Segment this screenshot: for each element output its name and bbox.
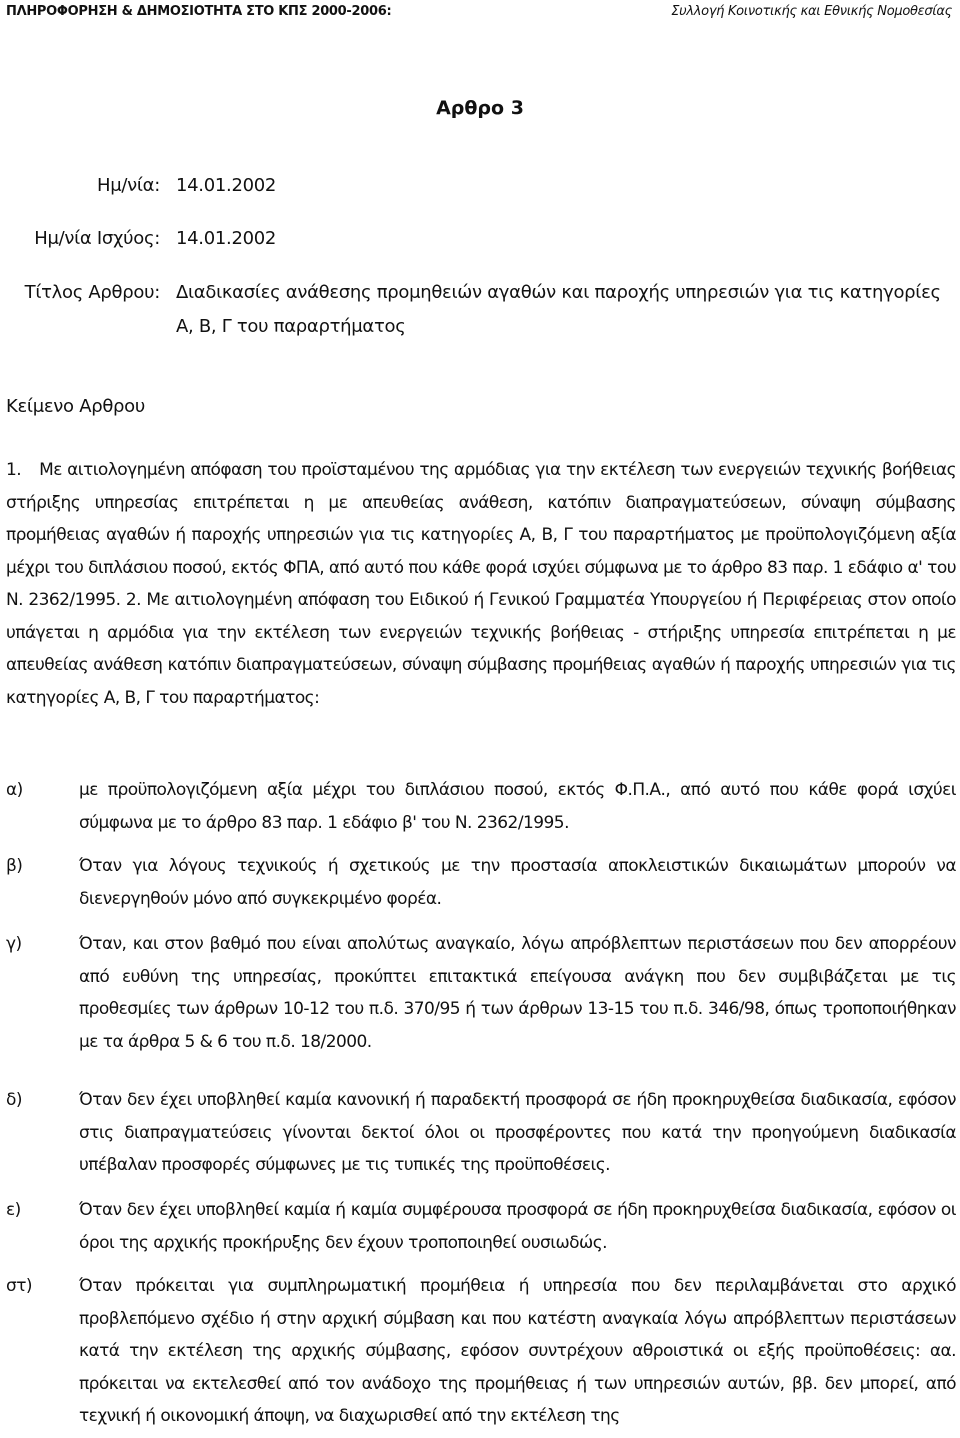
meta-effective-date-label: Ημ/νία Ισχύος: — [34, 228, 160, 249]
running-header-right: Συλλογή Κοινοτικής και Εθνικής Νομοθεσίας — [671, 4, 952, 19]
list-item-text: Όταν για λόγους τεχνικούς ή σχετικούς με την προστασία αποκλειστικών δικαιωμάτων μπορούν να διενεργηθούν μόνο από συγκεκριμένο φορέα. — [79, 856, 956, 909]
article-text-heading: Κείμενο Αρθρου — [6, 396, 146, 417]
running-header-left: ΠΛΗΡΟΦΟΡΗΣΗ & ΔΗΜΟΣΙΟΤΗΤΑ ΣΤΟ ΚΠΣ 2000-2006: — [6, 4, 392, 19]
paragraph-text: Με αιτιολογημένη απόφαση του προϊσταμένου της αρμόδιας για την εκτέλεση των ενεργειών τεχνικής βοήθειας στήριξης υπηρεσίας επιτρέπεται η με απευθείας ανάθεση, κατόπιν διαπραγματεύσεων, σύναψη σύμβασης προμήθειας αγαθών ή παροχής υπηρεσιών για τις κατηγορίες Α, Β, Γ του παραρτήματος με προϋπολογιζόμενη αξία μέχρι του διπλάσιου ποσού, εκτός ΦΠΑ, από αυτό που κάθε φορά ισχύει σύμφωνα με το άρθρο 83 παρ. 1 εδάφιο α' του Ν. 2362/1995. 2. Με αιτιολογημένη απόφαση του Ειδικού ή Γενικού Γραμματέα Υπουργείου ή Περιφέρειας στον οποίο υπάγεται η αρμόδια για την εκτέλεση των ενεργειών τεχνικής βοήθειας - στήριξης υπηρεσία επιτρέπεται η με απευθείας ανάθεση κατόπιν διαπραγματεύσεων, σύναψη σύμβασης προμήθειας αγαθών ή παροχής υπηρεσιών για τις κατηγορίες Α, Β, Γ του παραρτήματος: — [6, 460, 956, 708]
list-item-marker: γ) — [6, 934, 22, 954]
list-item-text: Όταν, και στον βαθμό που είναι απολύτως αναγκαίο, λόγω απρόβλεπτων περιστάσεων που δεν απορρέουν από ευθύνη της υπηρεσίας, προκύπτει επιτακτικά επείγουσα ανάγκη που δεν συμβιβάζεται με τις προθεσμίες των άρθρων 10-12 του π.δ. 370/95 ή των άρθρων 13-15 του π.δ. 346/98, όπως τροποποιήθηκαν με τα άρθρα 5 & 6 του π.δ. 18/2000. — [79, 934, 956, 1052]
list-item-text: Όταν πρόκειται για συμπληρωματική προμήθεια ή υπηρεσία που δεν περιλαμβάνεται στο αρχικό προβλεπόμενο σχέδιο ή στην αρχική σύμβαση και που κατέστη αναγκαία λόγω απρόβλεπτων περιστάσεων κατά την εκτέλεση της αρχικής σύμβασης, εφόσον συντρέχουν αθροιστικά οι εξής προϋποθέσεις: αα. πρόκειται να εκτελεσθεί από τον ανάδοχο της προμήθειας ή των υπηρεσιών αυτών, ββ. δεν μπορεί, από τεχνική ή οικονομική άποψη, να διαχωρισθεί από την εκτέλεση της — [79, 1276, 956, 1426]
article-title: Αρθρο 3 — [436, 97, 524, 119]
list-item-text: Όταν δεν έχει υποβληθεί καμία ή καμία συμφέρουσα προσφορά σε ήδη προκηρυχθείσα διαδικασία, εφόσον οι όροι της αρχικής προκήρυξης δεν έχουν τροποποιηθεί ουσιωδώς. — [79, 1200, 956, 1253]
list-item-marker: δ) — [6, 1090, 22, 1110]
meta-date-value: 14.01.2002 — [176, 175, 277, 196]
meta-effective-date-value: 14.01.2002 — [176, 228, 277, 249]
meta-title-value: Διαδικασίες ανάθεσης προμηθειών αγαθών και παροχής υπηρεσιών για τις κατηγορίες Α, Β, Γ του παραρτήματος — [176, 282, 941, 337]
list-item-marker: στ) — [6, 1276, 32, 1296]
list-item-marker: β) — [6, 856, 23, 876]
list-item-marker: ε) — [6, 1200, 21, 1220]
list-item-text: με προϋπολογιζόμενη αξία μέχρι του διπλάσιου ποσού, εκτός Φ.Π.Α., από αυτό που κάθε φορά ισχύει σύμφωνα με το άρθρο 83 παρ. 1 εδάφιο β' του Ν. 2362/1995. — [79, 780, 956, 833]
meta-date-label: Ημ/νία: — [96, 175, 160, 196]
meta-title-label: Τίτλος Αρθρου: — [24, 282, 160, 303]
list-item-text: Όταν δεν έχει υποβληθεί καμία κανονική ή παραδεκτή προσφορά σε ήδη προκηρυχθείσα διαδικασία, εφόσον στις διαπραγματεύσεις γίνονται δεκτοί όλοι οι προσφέροντες που κατά την προηγούμενη διαδικασία υπέβαλαν προσφορές σύμφωνες με τις τυπικές της προϋποθέσεις. — [79, 1090, 956, 1175]
paragraph-number: 1. — [6, 460, 22, 480]
paragraph-1 — [6, 454, 956, 714]
list-item-marker: α) — [6, 780, 23, 800]
